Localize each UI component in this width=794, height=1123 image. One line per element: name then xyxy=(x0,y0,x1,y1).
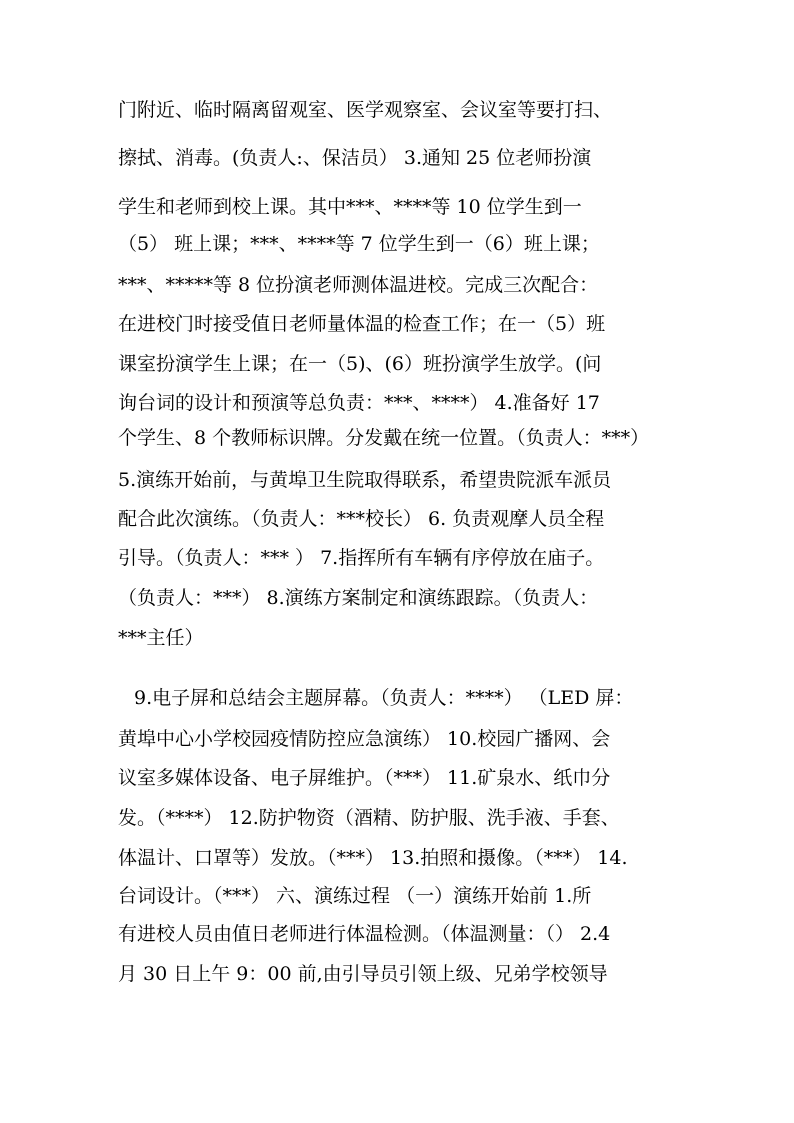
text-line: 议室多媒体设备、电子屏维护。（***） 11.矿泉水、纸巾分 xyxy=(118,767,611,789)
text-line: 学生和老师到校上课。其中***、****等 10 位学生到一 xyxy=(118,196,582,218)
text-line: 9.电子屏和总结会主题屏幕。（负责人：****） （LED 屏： xyxy=(134,687,634,709)
text-line: 5.演练开始前，与黄埠卫生院取得联系，希望贵院派车派员 xyxy=(118,469,612,491)
text-line: 擦拭、消毒。(负责人:、保洁员） 3.通知 25 位老师扮演 xyxy=(118,147,592,169)
text-line: 月 30 日上午 9：00 前,由引导员引领上级、兄弟学校领导 xyxy=(118,963,608,985)
text-line: ***主任） xyxy=(118,627,204,649)
text-line: 配合此次演练。（负责人：***校长） 6. 负责观摩人员全程 xyxy=(118,508,605,530)
text-line: 门附近、临时隔离留观室、医学观察室、会议室等要打扫、 xyxy=(118,99,613,121)
text-line: 台词设计。（***） 六、演练过程 （一）演练开始前 1.所 xyxy=(118,885,592,907)
text-line: ***、*****等 8 位扮演老师测体温进校。完成三次配合： xyxy=(118,274,599,296)
text-line: 询台词的设计和预演等总负责：***、****） 4.准备好 17 xyxy=(118,392,600,414)
text-line: 在进校门时接受值日老师量体温的检查工作；在一（5）班 xyxy=(118,313,606,335)
text-line: 引导。（负责人：*** ） 7.指挥所有车辆有序停放在庙子。 xyxy=(118,547,605,569)
text-line: （负责人：***） 8.演练方案制定和演练跟踪。（负责人： xyxy=(118,587,599,609)
text-line: 黄埠中心小学校园疫情防控应急演练） 10.校园广播网、会 xyxy=(118,728,611,750)
text-line: （5） 班上课；***、****等 7 位学生到一（6）班上课； xyxy=(118,233,600,255)
text-line: 体温计、口罩等）发放。（***） 13.拍照和摄像。（***） 14. xyxy=(118,847,628,869)
text-line: 个学生、8 个教师标识牌。分发戴在统一位置。（负责人：***） xyxy=(118,427,650,449)
text-line: 发。（****） 12.防护物资（酒精、防护服、洗手液、手套、 xyxy=(118,807,620,829)
text-line: 课室扮演学生上课；在一（5)、(6）班扮演学生放学。(问 xyxy=(118,353,602,375)
text-line: 有进校人员由值日老师进行体温检测。（体温测量：（） 2.4 xyxy=(118,923,611,945)
